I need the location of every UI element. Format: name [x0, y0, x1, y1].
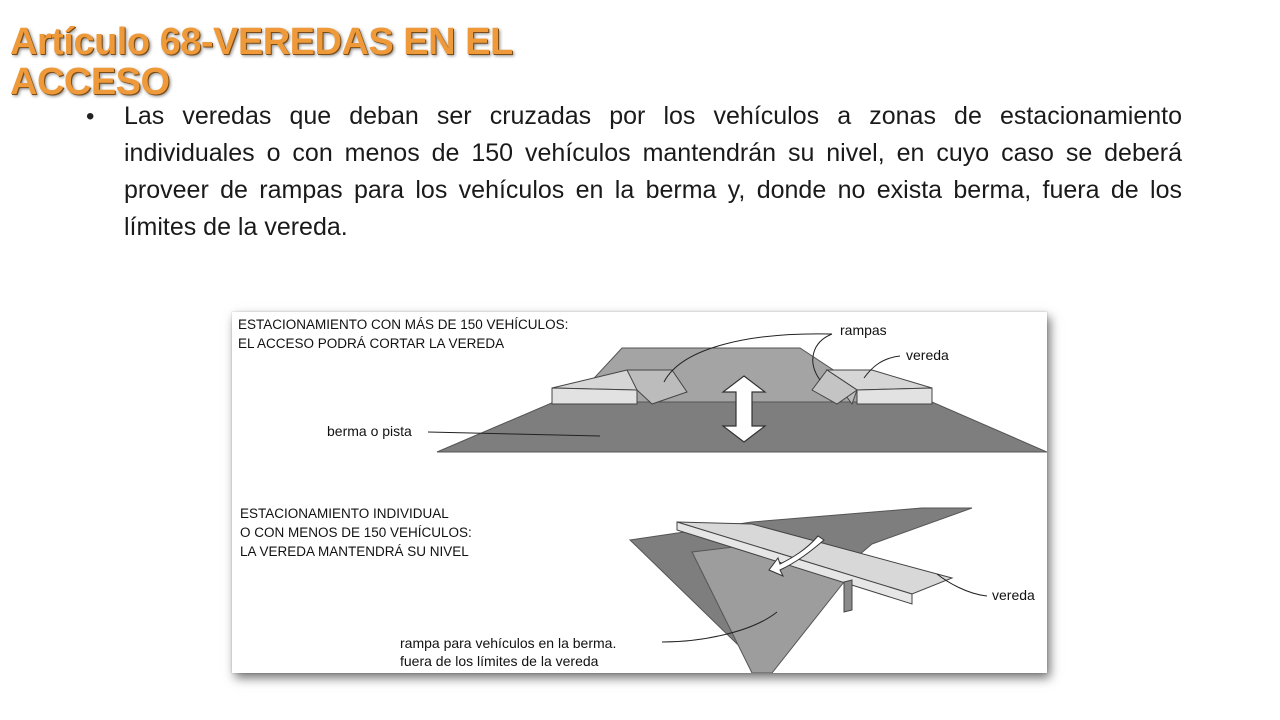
label-rampas: rampas — [840, 322, 887, 338]
label-rampa-line-1: rampa para vehículos en la berma. — [400, 635, 617, 651]
title-line-2: ACCESO — [10, 61, 170, 103]
bottom-caption-line-3: LA VEREDA MANTENDRÁ SU NIVEL — [240, 544, 469, 559]
bullet-icon: • — [86, 103, 95, 130]
bullet-text: Las veredas que deban ser cruzadas por los vehículos a zonas de estacionamiento individuales o con menos de 150 vehículos mantendrán su nivel, en cuyo caso se deberá proveer de rampas para los vehículos en la berma y, donde no exista berma, fuera de los límites de la vereda. — [124, 102, 1182, 241]
top-caption-line-2: EL ACCESO PODRÁ CORTAR LA VEREDA — [238, 336, 505, 351]
diagram-drawing — [232, 312, 1047, 673]
bottom-caption-line-2: O CON MENOS DE 150 VEHÍCULOS: — [240, 525, 472, 540]
label-vereda-bottom: vereda — [992, 587, 1035, 603]
bottom-diagram — [630, 508, 987, 673]
label-vereda-top: vereda — [906, 347, 949, 363]
title-line-1: Artículo 68-VEREDAS EN EL — [10, 21, 513, 63]
slide-title — [10, 22, 630, 102]
bullet-item — [86, 98, 1186, 246]
top-diagram — [428, 334, 1047, 452]
sidewalk-access-diagram — [232, 312, 1047, 673]
label-berma: berma o pista — [327, 423, 412, 439]
sidewalk-left-front — [552, 388, 637, 404]
sidewalk-right-front — [857, 388, 932, 404]
label-rampa-line-2: fuera de los límites de la vereda — [400, 653, 599, 669]
bottom-caption-line-1: ESTACIONAMIENTO INDIVIDUAL — [240, 506, 449, 521]
top-caption-line-1: ESTACIONAMIENTO CON MÁS DE 150 VEHÍCULOS: — [238, 317, 569, 332]
curb-riser — [844, 580, 852, 612]
